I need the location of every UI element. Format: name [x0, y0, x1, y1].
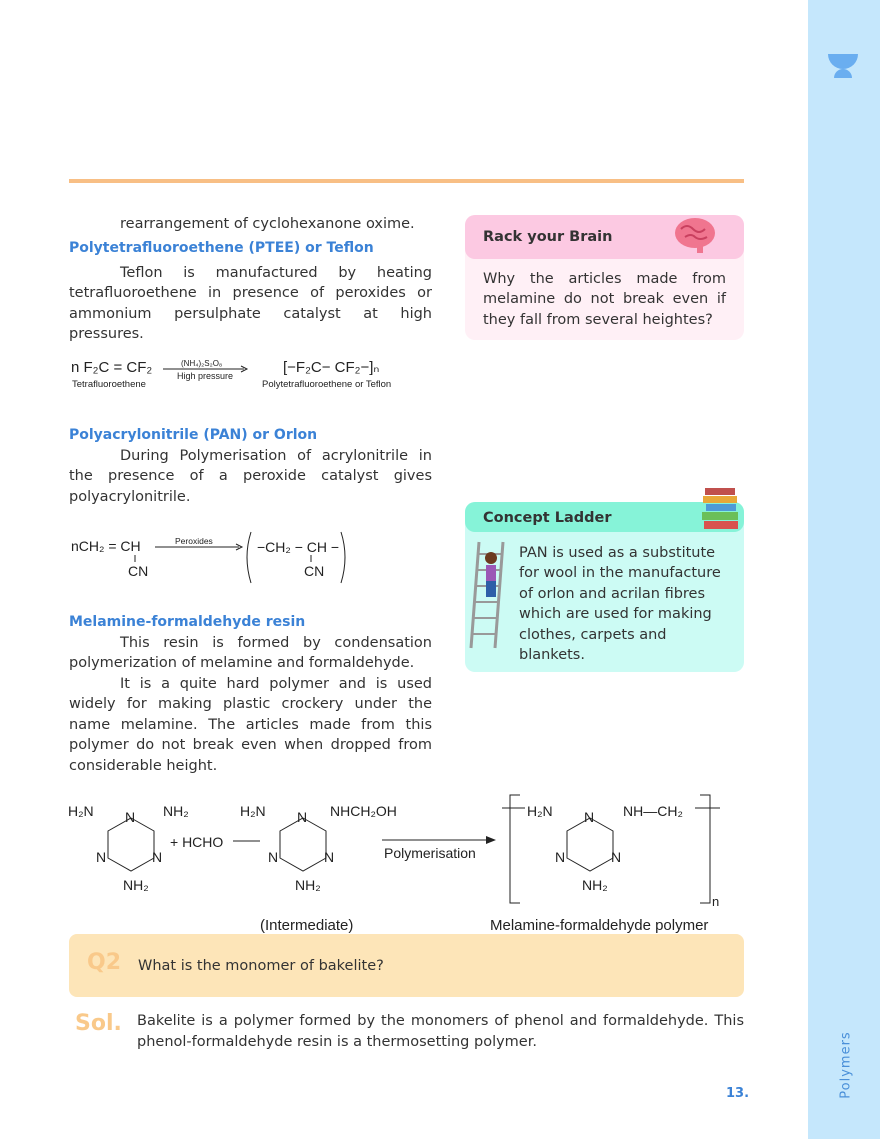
question-box	[69, 934, 744, 997]
label-n: N	[96, 849, 107, 865]
label-intermediate: (Intermediate)	[260, 917, 354, 934]
pan-paragraph: During Polymerisation of acrylonitrile in the presence of a peroxide catalyst gives polyacrylonitrile.	[69, 448, 432, 505]
label-h2n: H₂N	[240, 803, 266, 819]
question-text: What is the monomer of bakelite?	[138, 958, 384, 974]
unacademy-logo-icon	[826, 52, 860, 80]
teflon-heading: Polytetrafluoroethene (PTEE) or Teflon	[69, 240, 374, 256]
label-n: N	[555, 849, 566, 865]
rack-text: Why the articles made from melamine do not break even if they fall from several heightes?	[483, 271, 726, 328]
teflon-equation	[69, 352, 439, 394]
page-number: 13.	[726, 1086, 750, 1101]
label-polymerisation: Polymerisation	[384, 845, 476, 861]
label-n: N	[611, 849, 622, 865]
solution-label: Sol.	[75, 1011, 122, 1036]
rack-title: Rack your Brain	[465, 215, 744, 259]
polymer-structure	[502, 795, 720, 909]
pan-product-sub: CN	[304, 563, 325, 579]
pan-reactant: nCH₂ = CH	[71, 538, 141, 554]
label-n: N	[268, 849, 279, 865]
books-icon	[701, 486, 743, 532]
pan-reactant-sub: CN	[128, 563, 149, 579]
label-hcho: + HCHO	[170, 834, 224, 850]
teflon-catalyst: (NH₄)₂S₂O₈	[181, 359, 223, 368]
question-label: Q2	[87, 950, 122, 975]
label-n: N	[125, 809, 136, 825]
melamine-paragraph-2: It is a quite hard polymer and is used widely for making plastic crockery under the name melamine. The articles made from this polymer do not break even when dropped from considerable height.	[69, 676, 432, 774]
teflon-reactant: n F₂C = CF₂	[71, 359, 153, 376]
melamine-heading: Melamine-formaldehyde resin	[69, 614, 306, 630]
pan-product: −CH₂ − CH −	[257, 539, 340, 555]
label-n: N	[297, 809, 308, 825]
pan-condition: Peroxides	[175, 536, 213, 546]
brain-icon	[671, 215, 719, 255]
label-n-subscript: n	[712, 894, 720, 909]
pan-equation	[69, 530, 369, 586]
solution-text: Bakelite is a polymer formed by the monomers of phenol and formaldehyde. This phenol-formaldehyde resin is a thermosetting polymer.	[137, 1013, 744, 1050]
rack-your-brain-box	[465, 215, 744, 340]
teflon-paragraph: Teflon is manufactured by heating tetrafluoroethene in presence of peroxides or ammonium persulphate catalyst at high pressures.	[69, 265, 432, 343]
teflon-product-name: Polytetrafluoroethene or Teflon	[262, 379, 392, 390]
label-nhch2oh: NHCH₂OH	[330, 803, 397, 819]
text-line: rearrangement of cyclohexanone oxime.	[120, 216, 415, 232]
label-polymer: Melamine-formaldehyde polymer	[490, 917, 709, 934]
label-nh2: NH₂	[163, 803, 189, 819]
intermediate-structure	[240, 803, 397, 893]
teflon-reactant-name: Tetrafluoroethene	[72, 379, 146, 390]
label-n: N	[584, 809, 595, 825]
label-nh2: NH₂	[123, 877, 149, 893]
label-nh2: NH₂	[582, 877, 608, 893]
label-n: N	[324, 849, 335, 865]
teflon-product: [−F₂C− CF₂−]ₙ	[283, 359, 380, 376]
ladder-title: Concept Ladder	[465, 502, 744, 532]
pan-heading: Polyacrylonitrile (PAN) or Orlon	[69, 427, 318, 443]
concept-ladder-box	[465, 502, 744, 672]
label-nh2: NH₂	[295, 877, 321, 893]
melamine-paragraph-1: This resin is formed by condensation polymerization of melamine and formaldehyde.	[69, 635, 432, 672]
sidebar	[808, 0, 880, 1139]
label-h2n: H₂N	[68, 803, 94, 819]
ladder-girl-icon	[469, 538, 513, 650]
label-nhch2: NH—CH₂	[623, 803, 683, 819]
label-h2n: H₂N	[527, 803, 553, 819]
ladder-text: PAN is used as a substitute for wool in the manufacture of orlon and acrilan fibres which are used for making clothes, carpets and blankets.	[519, 545, 721, 664]
melamine-reaction-diagram	[60, 790, 740, 936]
sidebar-chapter-label: Polymers	[838, 1031, 854, 1099]
header-divider	[69, 179, 744, 183]
label-n: N	[152, 849, 163, 865]
teflon-condition: High pressure	[177, 371, 234, 381]
